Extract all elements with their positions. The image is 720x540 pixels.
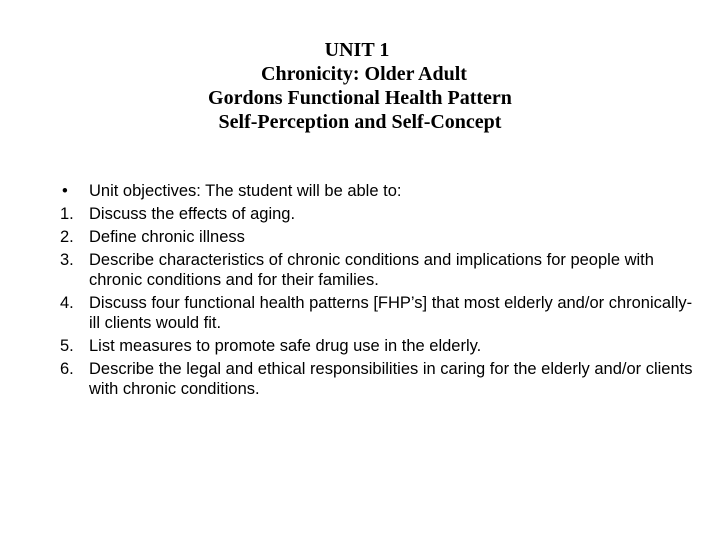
bullet-marker: •	[62, 182, 68, 200]
title-line: Self-Perception and Self-Concept	[218, 111, 502, 133]
title-line: Gordons Functional Health Pattern	[208, 87, 512, 109]
item-text: Define chronic illness	[89, 228, 245, 246]
number-marker: 3.	[60, 251, 74, 269]
number-marker: 6.	[60, 360, 74, 378]
item-text: List measures to promote safe drug use in the elderly.	[89, 337, 482, 355]
number-marker: 2.	[60, 228, 74, 246]
list-item	[60, 293, 700, 333]
list-item	[60, 359, 700, 399]
title-line: UNIT 1	[324, 39, 390, 61]
list-item	[60, 250, 700, 290]
list-item	[60, 181, 700, 201]
item-text: Unit objectives: The student will be able to:	[89, 182, 402, 200]
number-marker: 5.	[60, 337, 74, 355]
number-marker: 4.	[60, 294, 74, 312]
list-item	[60, 227, 700, 247]
list-item	[60, 336, 700, 356]
list-item	[60, 204, 700, 224]
item-text: Describe the legal and ethical responsibilities in caring for the elderly and/or clients with chronic conditions.	[89, 360, 693, 398]
slide-title	[0, 38, 720, 134]
number-marker: 1.	[60, 205, 74, 223]
item-text: Discuss the effects of aging.	[89, 205, 296, 223]
item-text: Discuss four functional health patterns [FHP’s] that most elderly and/or chronically-ill clients would fit.	[89, 294, 693, 332]
title-line: Chronicity: Older Adult	[261, 63, 467, 85]
item-text: Describe characteristics of chronic conditions and implications for people with chronic conditions and for their families.	[89, 251, 654, 289]
objectives-list	[60, 181, 700, 402]
